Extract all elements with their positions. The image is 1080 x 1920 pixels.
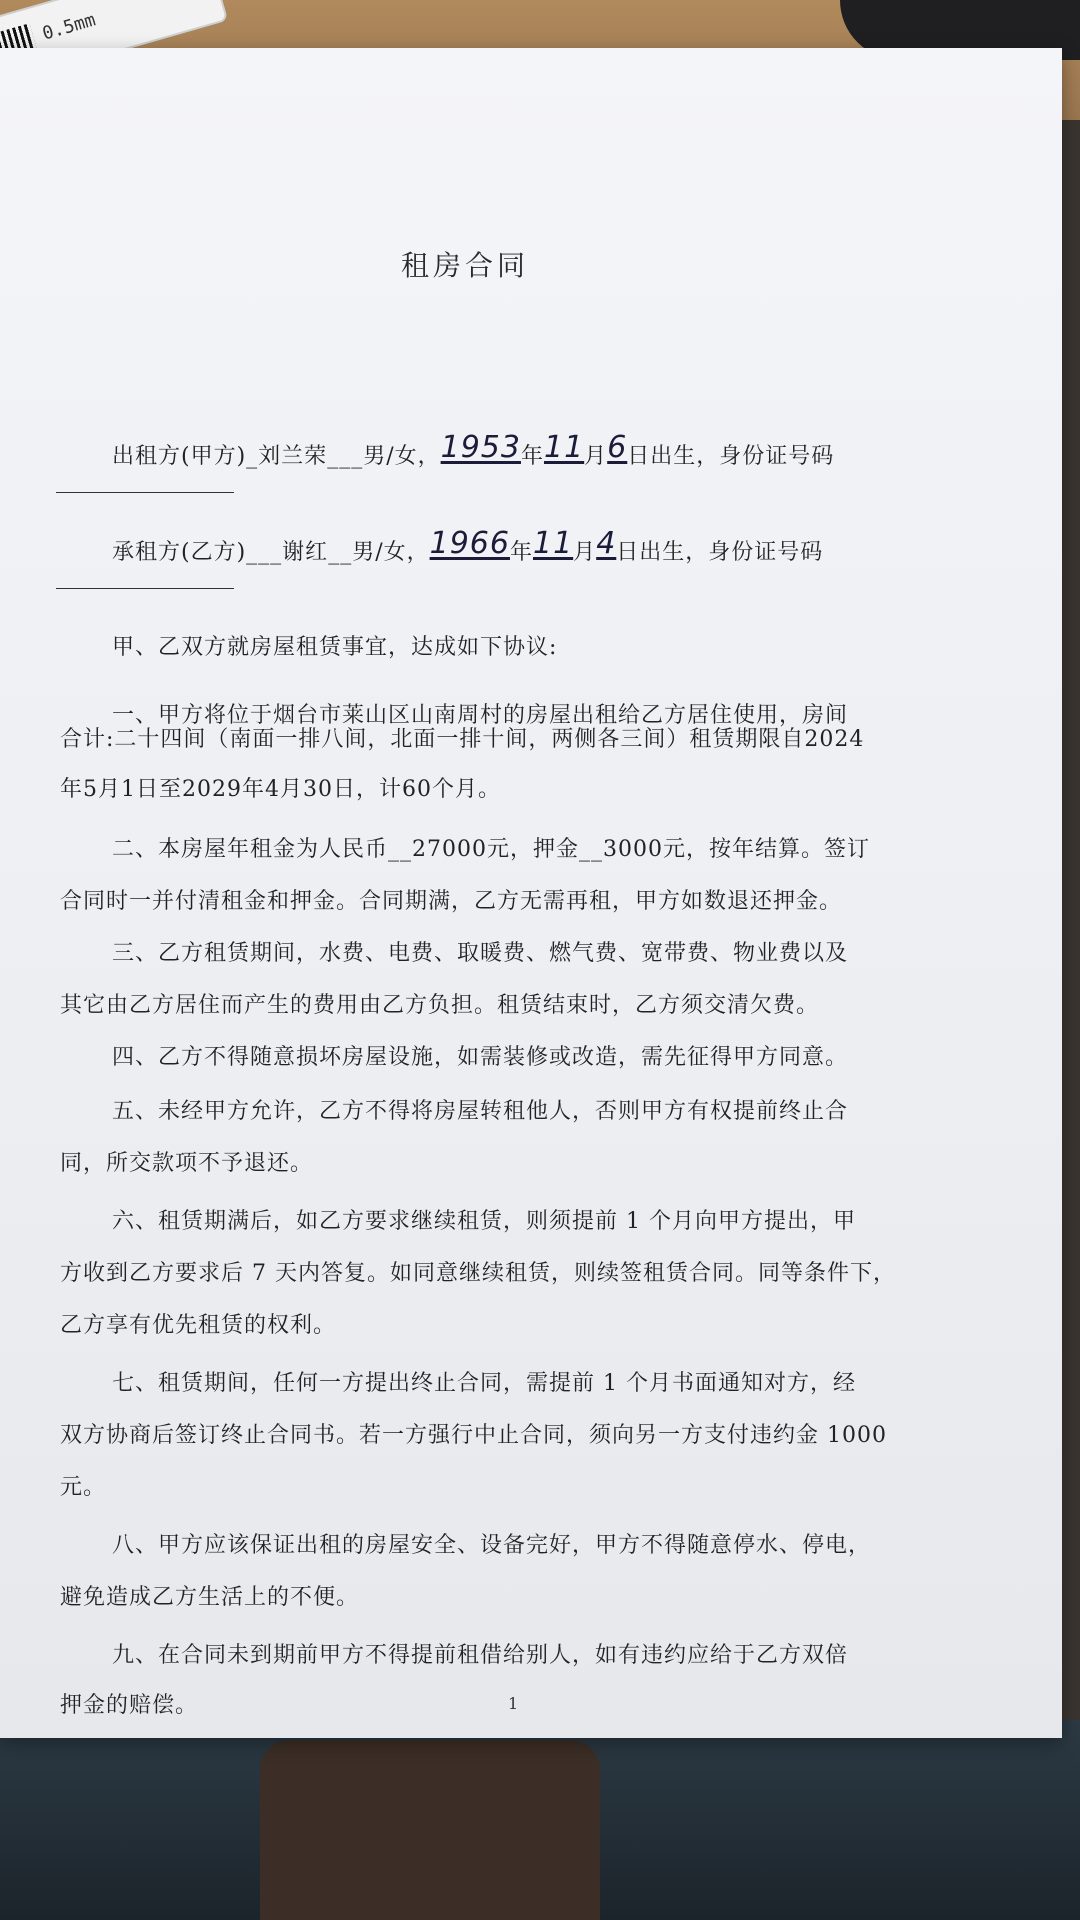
para-7-line-1: 七、租赁期间，任何一方提出终止合同，需提前 1 个月书面通知对方，经 [112, 1371, 856, 1396]
para-5-line-1: 五、未经甲方允许，乙方不得将房屋转租他人，否则甲方有权提前终止合 [112, 1099, 849, 1124]
lessee-month-suffix: 月 [573, 540, 597, 565]
para-1-line-2: 合计:二十四间（南面一排八间，北面一排十间，两侧各三间）租赁期限自2024 [60, 727, 865, 752]
lap-shadow [260, 1740, 600, 1920]
contract-page [0, 48, 1062, 1738]
lessee-id-blank [56, 588, 234, 589]
lessee-line [112, 526, 824, 567]
lessor-gender: ___男/女， [327, 444, 441, 469]
lessee-gender: __男/女， [328, 540, 430, 565]
para-8-line-1: 八、甲方应该保证出租的房屋安全、设备完好，甲方不得随意停水、停电， [112, 1533, 872, 1558]
para-7-line-3: 元。 [60, 1475, 107, 1500]
lessor-birth-year: 1953 [440, 430, 521, 465]
lessor-name: 刘兰荣 [258, 444, 328, 469]
para-3-line-2: 其它由乙方居住而产生的费用由乙方负担。租赁结束时，乙方须交清欠费。 [60, 993, 820, 1018]
para-5-line-2: 同，所交款项不予退还。 [60, 1151, 314, 1176]
lessor-line [112, 430, 835, 471]
para-3-line-1: 三、乙方租赁期间，水费、电费、取暖费、燃气费、宽带费、物业费以及 [112, 941, 849, 966]
pen-label: 0.5mm [40, 9, 98, 45]
para-7-line-2: 双方协商后签订终止合同书。若一方强行中止合同，须向另一方支付违约金 1000 [60, 1423, 887, 1448]
lessee-birth-month: 11 [532, 526, 574, 561]
para-intro: 甲、乙双方就房屋租赁事宜，达成如下协议: [112, 635, 558, 660]
para-9-line-2: 押金的赔偿。 [60, 1693, 199, 1718]
para-4-line-1: 四、乙方不得随意损坏房屋设施，如需装修或改造，需先征得甲方同意。 [112, 1045, 849, 1070]
para-1-line-1: 一、甲方将位于烟台市莱山区山南周村的房屋出租给乙方居住使用，房间 [112, 703, 849, 728]
lessor-day-suffix: 日出生，身份证号码 [627, 444, 835, 469]
lessee-name: 谢红 [282, 540, 329, 565]
para-6-line-2: 方收到乙方要求后 7 天内答复。如同意继续租赁，则续签租赁合同。同等条件下， [60, 1261, 896, 1286]
lessor-prefix: 出租方(甲方)_ [112, 444, 259, 469]
lessee-day-suffix: 日出生，身份证号码 [616, 540, 824, 565]
para-9-line-1: 九、在合同未到期前甲方不得提前租借给别人，如有违约应给于乙方双倍 [112, 1643, 849, 1668]
lessor-year-suffix: 年 [520, 444, 544, 469]
para-8-line-2: 避免造成乙方生活上的不便。 [60, 1585, 360, 1610]
page-number: 1 [508, 1694, 519, 1713]
lessee-year-suffix: 年 [509, 540, 533, 565]
para-2-line-1: 二、本房屋年租金为人民币__27000元，押金__3000元，按年结算。签订 [112, 837, 870, 862]
lessor-id-blank [56, 492, 234, 493]
lessee-birth-day: 4 [596, 526, 617, 561]
document-title: 租房合同 [400, 249, 529, 282]
para-1-line-3: 年5月1日至2029年4月30日，计60个月。 [60, 777, 501, 802]
lessor-month-suffix: 月 [584, 444, 608, 469]
lessee-prefix: 承租方(乙方)___ [112, 540, 283, 565]
lessor-birth-month: 11 [543, 430, 585, 465]
para-6-line-3: 乙方享有优先租赁的权利。 [60, 1313, 337, 1338]
para-2-line-2: 合同时一并付清租金和押金。合同期满，乙方无需再租，甲方如数退还押金。 [60, 889, 843, 914]
para-6-line-1: 六、租赁期满后，如乙方要求继续租赁，则须提前 1 个月向甲方提出，甲 [112, 1209, 856, 1234]
lessor-birth-day: 6 [607, 430, 628, 465]
lessee-birth-year: 1966 [429, 526, 510, 561]
